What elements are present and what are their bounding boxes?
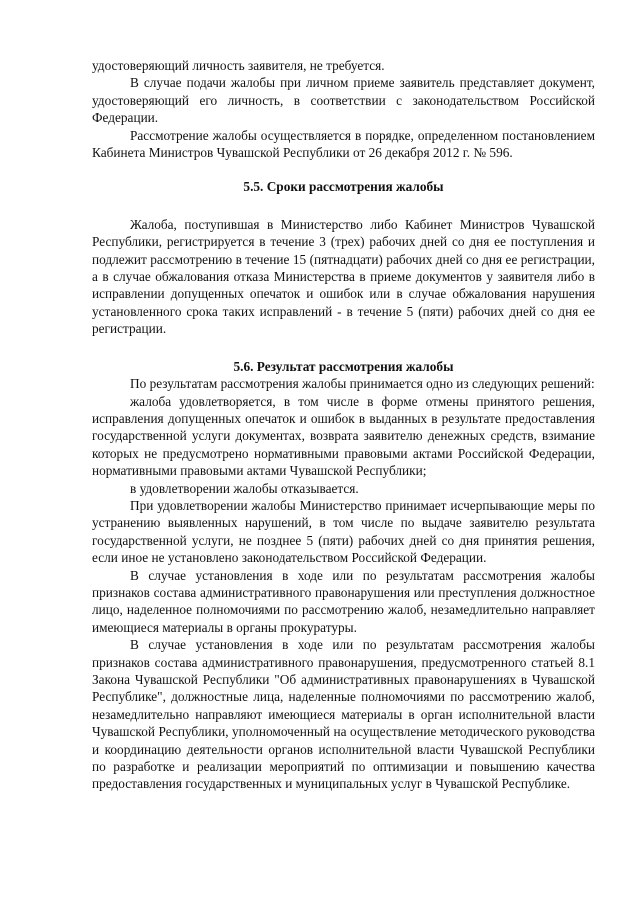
spacer [92, 196, 595, 216]
paragraph: В случае установления в ходе или по результатам рассмотрения жалобы признаков состава административного правонарушения, предусмотренного статьей 8.1 Закона Чувашской Республики "Об административных правонарушениях в Чувашской Республике", должностные лица, наделенные полномочиями по рассмотрению жалоб, незамедлительно направляют имеющиеся материалы в орган исполнительной власти Чувашской Республики, уполномоченный на осуществление методического руководства и координацию деятельности органов исполнительной власти Чувашской Республики по разработке и реализации мероприятий по оптимизации и повышению качества предоставления государственных и муниципальных услуг в Чувашской Республике. [92, 637, 595, 792]
paragraph: удостоверяющий личность заявителя, не требуется. [92, 58, 385, 73]
spacer [92, 338, 595, 358]
document-page [92, 57, 595, 793]
paragraph: Рассмотрение жалобы осуществляется в порядке, определенном постановлением Кабинета Министров Чувашской Республики от 26 декабря 2012 г. № 596. [92, 127, 595, 161]
section-heading: 5.6. Результат рассмотрения жалобы [233, 358, 454, 374]
paragraph: В случае подачи жалобы при личном приеме заявитель представляет документ, удостоверяющий его личность, в соответствии с законодательством Российской Федерации. [92, 75, 595, 126]
paragraph: При удовлетворении жалобы Министерство принимает исчерпывающие меры по устранению выявленных нарушений, в том числе по выдаче заявителю результата государственной услуги, не позднее 5 (пяти) рабочих дней со дня принятия решения, если иное не установлено законодательством Российской Федерации. [92, 497, 595, 566]
paragraph: В случае установления в ходе или по результатам рассмотрения жалобы признаков состава административного правонарушения или преступления должностное лицо, наделенное полномочиями по рассмотрению жалоб, незамедлительно направляет имеющиеся материалы в органы прокуратуры. [92, 567, 595, 635]
paragraph: По результатам рассмотрения жалобы принимается одно из следующих решений: [130, 376, 595, 392]
section-heading: 5.5. Сроки рассмотрения жалобы [243, 179, 444, 195]
spacer [92, 161, 595, 178]
paragraph: в удовлетворении жалобы отказывается. [130, 480, 359, 496]
paragraph: жалоба удовлетворяется, в том числе в форме отмены принятого решения, исправления допущенных опечаток и ошибок в выданных в результате предоставления государственной услуги документах, возврата заявителю денежных средств, взимание которых не предусмотрено нормативными правовыми актами Российской Федерации, нормативными правовыми актами Чувашской Республики; [92, 393, 595, 479]
paragraph: Жалоба, поступившая в Министерство либо Кабинет Министров Чувашской Республики, регистрируется в течение 3 (трех) рабочих дней со дня ее поступления и подлежит рассмотрению в течение 15 (пятнадцати) рабочих дней со дня ее регистрации, а в случае обжалования отказа Министерства в приеме документов у заявителя либо в исправлении допущенных опечаток и ошибок или в случае обжалования нарушения установленного срока таких исправлений - в течение 5 (пяти) рабочих дней со дня ее регистрации. [92, 216, 595, 337]
